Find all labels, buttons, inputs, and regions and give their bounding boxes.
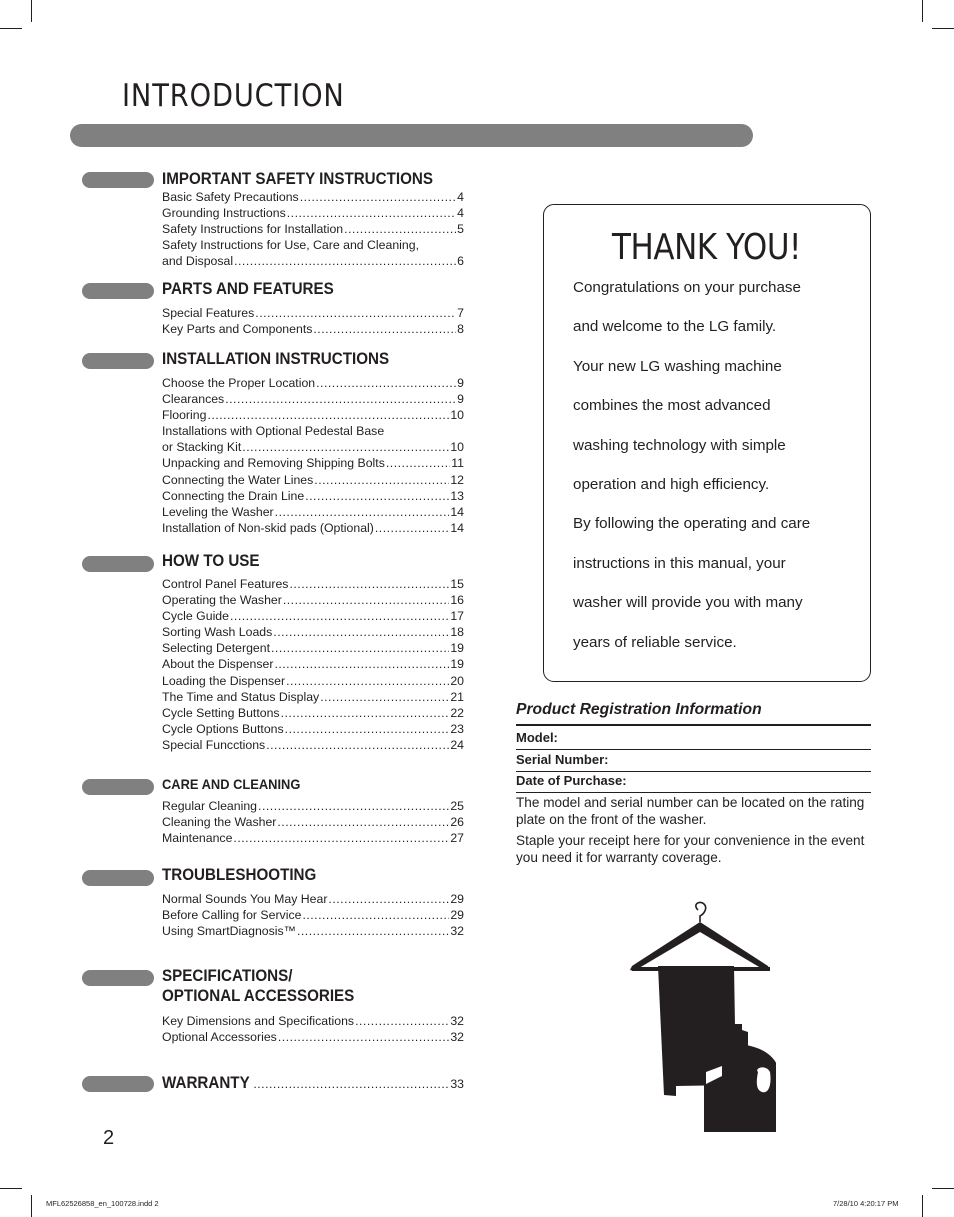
registration-title: Product Registration Information	[516, 701, 762, 718]
thank-you-line: years of reliable service.	[573, 633, 737, 651]
registration-note: The model and serial number can be located on the rating plate on the front of the washer.	[516, 795, 865, 827]
divider	[516, 749, 871, 750]
toc-entry[interactable]: Normal Sounds You May Hear ..... 29	[162, 891, 464, 907]
toc-section-entries	[162, 305, 464, 337]
toc-entry[interactable]: Flooring ..... 10	[162, 407, 464, 423]
toc-entry[interactable]: Control Panel Features ..... 15	[162, 576, 464, 592]
registration-note: Staple your receipt here for your convenience in the event you need it for warranty coverage.	[516, 833, 865, 865]
toc-entry[interactable]: Choose the Proper Location ..... 9	[162, 375, 464, 391]
toc-section-heading[interactable]: PARTS AND FEATURES	[162, 280, 334, 298]
divider	[516, 792, 871, 793]
thank-you-line: washing technology with simple	[573, 436, 786, 454]
toc-entry[interactable]: About the Dispenser ..... 19	[162, 656, 464, 672]
toc-section-entries	[162, 189, 464, 269]
toc-entry[interactable]: Cycle Setting Buttons ..... 22	[162, 705, 464, 721]
crop-mark	[0, 28, 22, 29]
toc-entry[interactable]: Safety Instructions for Use, Care and Cleaning,	[162, 238, 419, 253]
toc-section-entries	[162, 1013, 464, 1045]
toc-section-heading: WARRANTY	[162, 1074, 250, 1092]
toc-entry[interactable]: Special Features ..... 7	[162, 305, 464, 321]
toc-entry[interactable]: The Time and Status Display ..... 21	[162, 689, 464, 705]
toc-entry[interactable]: Clearances ..... 9	[162, 391, 464, 407]
thank-you-line: combines the most advanced	[573, 397, 771, 415]
divider	[516, 724, 871, 726]
thank-you-line: and welcome to the LG family.	[573, 318, 777, 336]
crop-mark	[932, 28, 954, 29]
toc-entry[interactable]: Unpacking and Removing Shipping Bolts ..... 11	[162, 455, 464, 471]
crop-mark	[932, 1188, 954, 1189]
toc-entry[interactable]: Regular Cleaning ..... 25	[162, 798, 464, 814]
toc-entry[interactable]: Selecting Detergent ..... 19	[162, 640, 464, 656]
toc-entry[interactable]: Cleaning the Washer ..... 26	[162, 814, 464, 830]
section-pill	[82, 779, 154, 795]
serial-number-label: Serial Number:	[516, 752, 609, 767]
toc-entry[interactable]: Basic Safety Precautions ..... 4	[162, 189, 464, 205]
footer-timestamp: 7/28/10 4:20:17 PM	[833, 1199, 899, 1208]
toc-entry[interactable]: Loading the Dispenser ..... 20	[162, 673, 464, 689]
divider	[516, 771, 871, 772]
hanger-towel-detergent-icon	[626, 900, 776, 1140]
toc-entry[interactable]: Optional Accessories ..... 32	[162, 1029, 464, 1045]
crop-mark	[31, 0, 32, 22]
toc-section-heading-line2[interactable]: OPTIONAL ACCESSORIES	[162, 987, 355, 1005]
toc-entry[interactable]: Safety Instructions for Installation ..... 5	[162, 221, 464, 237]
toc-section-entries	[162, 891, 464, 939]
toc-entry[interactable]: Connecting the Water Lines ..... 12	[162, 472, 464, 488]
page-title: INTRODUCTION	[122, 78, 345, 114]
toc-entry[interactable]: Operating the Washer ..... 16	[162, 592, 464, 608]
toc-entry[interactable]: Installation of Non-skid pads (Optional) ..... 14	[162, 520, 464, 536]
toc-section-entries	[162, 798, 464, 846]
header-bar	[70, 124, 753, 147]
toc-section-heading[interactable]: HOW TO USE	[162, 552, 260, 570]
toc-entry[interactable]: Installations with Optional Pedestal Base	[162, 424, 385, 439]
toc-section-heading[interactable]: IMPORTANT SAFETY INSTRUCTIONS	[162, 170, 433, 188]
thank-you-line: washer will provide you with many	[573, 594, 803, 612]
toc-section-heading[interactable]: SPECIFICATIONS/	[162, 967, 293, 985]
crop-mark	[31, 1195, 32, 1217]
date-of-purchase-label: Date of Purchase:	[516, 773, 627, 788]
toc-entry[interactable]: Before Calling for Service ..... 29	[162, 907, 464, 923]
toc-entry[interactable]: and Disposal ..... 6	[162, 253, 464, 269]
toc-entry[interactable]: Key Dimensions and Specifications ..... 32	[162, 1013, 464, 1029]
crop-mark	[0, 1188, 22, 1189]
thank-you-box	[543, 204, 871, 682]
toc-entry[interactable]: Special Funcctions ..... 24	[162, 737, 464, 753]
toc-page-number: 33	[450, 1077, 464, 1091]
section-pill	[82, 172, 154, 188]
section-pill	[82, 353, 154, 369]
toc-entry[interactable]: Grounding Instructions ..... 4	[162, 205, 464, 221]
toc-section-heading[interactable]: CARE AND CLEANING	[162, 776, 301, 792]
toc-section-entries	[162, 375, 464, 536]
toc-entry[interactable]: Leveling the Washer ..... 14	[162, 504, 464, 520]
toc-section-heading[interactable]: TROUBLESHOOTING	[162, 866, 317, 884]
toc-entry[interactable]: Cycle Options Buttons ..... 23	[162, 721, 464, 737]
toc-entry[interactable]: Maintenance ..... 27	[162, 830, 464, 846]
crop-mark	[922, 1195, 923, 1217]
thank-you-line: Your new LG washing machine	[573, 357, 782, 375]
thank-you-line: operation and high efficiency.	[573, 475, 770, 493]
toc-entry[interactable]: Sorting Wash Loads ..... 18	[162, 624, 464, 640]
page-number: 2	[103, 1127, 115, 1149]
thank-you-line: By following the operating and care	[573, 515, 811, 533]
toc-entry[interactable]: Key Parts and Components ..... 8	[162, 321, 464, 337]
section-pill	[82, 870, 154, 886]
toc-entry[interactable]: Cycle Guide ..... 17	[162, 608, 464, 624]
model-label: Model:	[516, 730, 558, 745]
section-pill	[82, 556, 154, 572]
crop-mark	[922, 0, 923, 22]
toc-section-entries	[162, 576, 464, 753]
toc-section-heading[interactable]: INSTALLATION INSTRUCTIONS	[162, 350, 390, 368]
toc-entry[interactable]: or Stacking Kit ..... 10	[162, 439, 464, 455]
thank-you-title: THANK YOU!	[612, 227, 802, 268]
footer-file-name: MFL62526858_en_100728.indd 2	[46, 1199, 159, 1208]
section-pill	[82, 970, 154, 986]
thank-you-line: instructions in this manual, your	[573, 554, 786, 572]
thank-you-line: Congratulations on your purchase	[573, 279, 801, 296]
thank-you-message	[573, 277, 863, 671]
toc-entry[interactable]: Using SmartDiagnosis™ ..... 32	[162, 923, 464, 939]
section-pill	[82, 283, 154, 299]
toc-warranty-entry[interactable]	[162, 1074, 464, 1093]
toc-entry[interactable]: Connecting the Drain Line ..... 13	[162, 488, 464, 504]
section-pill	[82, 1076, 154, 1092]
